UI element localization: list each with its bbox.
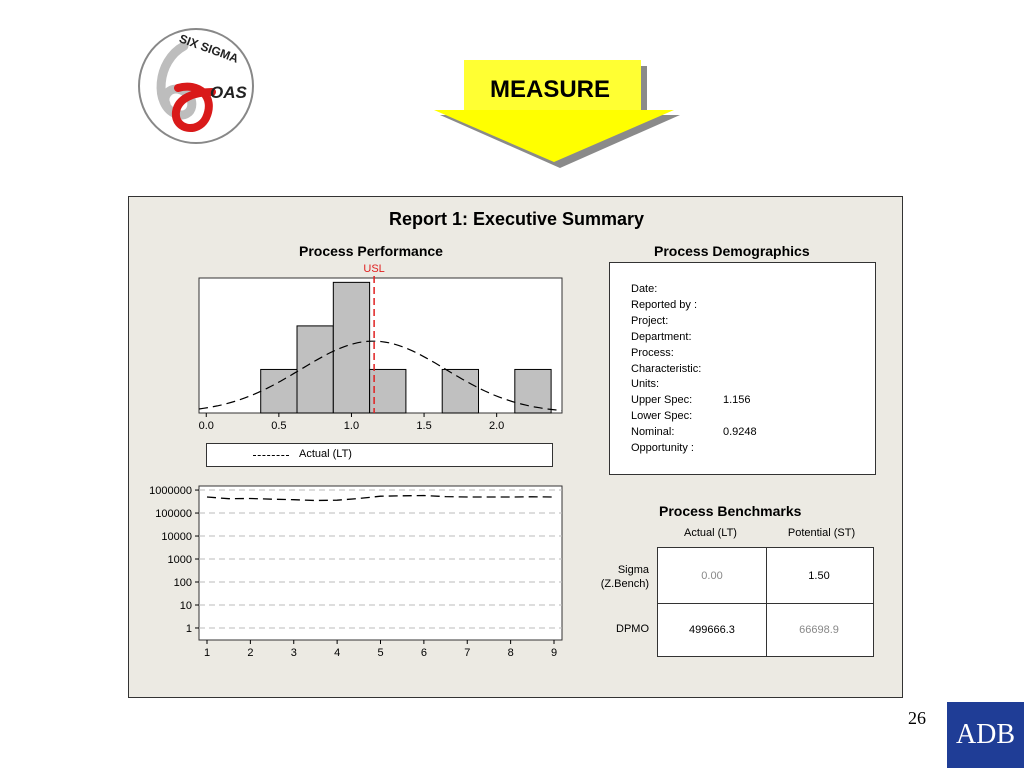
y-tick-label: 100000 — [155, 508, 192, 521]
y-tick-label: 100 — [173, 577, 192, 590]
usl-label: USL — [363, 263, 385, 275]
demographics-label: Project: — [631, 314, 669, 327]
dpmo-time-series-chart — [129, 197, 589, 677]
dpmo-actual-cell: 499666.3 — [658, 602, 767, 657]
benchmark-row-sigma: Sigma — [617, 564, 649, 576]
demographics-label: Department: — [631, 330, 692, 343]
x-tick-label: 3 — [290, 647, 297, 659]
x-tick-label: 1.0 — [343, 420, 360, 432]
legend-label: Actual (LT) — [299, 448, 352, 460]
measure-banner-label: MEASURE — [489, 76, 610, 103]
sigma-potential-cell: 1.50 — [765, 548, 873, 604]
x-tick-label: 7 — [464, 647, 471, 659]
demographics-label: Upper Spec: — [631, 394, 693, 407]
demographics-label: Process: — [631, 346, 674, 359]
y-tick-label: 1000000 — [149, 485, 192, 498]
demographics-label: Lower Spec: — [631, 410, 693, 423]
benchmark-col-potential: Potential (ST) — [787, 527, 856, 539]
benchmarks-table — [657, 547, 874, 657]
demographics-label: Nominal: — [631, 426, 675, 439]
x-tick-label: 9 — [550, 647, 558, 659]
x-tick-label: 5 — [377, 647, 384, 659]
process-demographics-title: Process Demographics — [654, 243, 810, 259]
y-tick-label: 10 — [179, 599, 192, 612]
logo-top-text: SIX SIGMA — [177, 31, 241, 66]
dpmo-potential-cell: 66698.9 — [799, 623, 839, 636]
y-tick-label: 10000 — [161, 531, 192, 544]
six-sigma-logo — [136, 26, 256, 146]
process-performance-title: Process Performance — [299, 243, 443, 259]
process-benchmarks-title: Process Benchmarks — [659, 503, 802, 519]
x-tick-label: 1 — [203, 647, 211, 659]
demographics-label: Characteristic: — [631, 362, 702, 375]
benchmark-row-dpmo: DPMO — [616, 623, 649, 635]
report-title: Report 1: Executive Summary — [388, 209, 645, 229]
adb-logo: ADB — [947, 702, 1024, 768]
measure-arrow-icon — [432, 58, 682, 170]
page-number: 26 — [908, 708, 926, 728]
demographics-value: 1.156 — [723, 394, 751, 407]
y-tick-label: 1 — [185, 622, 192, 635]
y-tick-label: 1000 — [167, 554, 192, 567]
report-panel — [128, 196, 903, 698]
demographics-label: Units: — [631, 378, 660, 391]
x-tick-label: 1.5 — [416, 420, 432, 432]
x-tick-label: 2 — [247, 647, 254, 659]
x-tick-label: 4 — [334, 647, 341, 659]
time-series-plot-area — [199, 486, 562, 640]
x-tick-label: 8 — [507, 647, 514, 659]
x-tick-label: 0.0 — [198, 420, 214, 432]
demographics-label: Opportunity : — [631, 442, 694, 454]
x-tick-label: 6 — [420, 647, 427, 659]
benchmark-col-actual: Actual (LT) — [684, 527, 737, 539]
benchmark-row-sigma-sub: (Z.Bench) — [600, 578, 649, 590]
demographics-value: 0.9248 — [723, 426, 757, 439]
sigma-actual-cell: 0.00 — [658, 548, 767, 604]
demographics-label: Reported by : — [631, 298, 698, 311]
demographics-label: Date: — [631, 283, 658, 295]
demographics-box — [609, 262, 876, 475]
x-tick-label: 0.5 — [271, 420, 287, 432]
logo-right-text: OAS — [210, 83, 247, 102]
x-tick-label: 2.0 — [489, 420, 505, 432]
